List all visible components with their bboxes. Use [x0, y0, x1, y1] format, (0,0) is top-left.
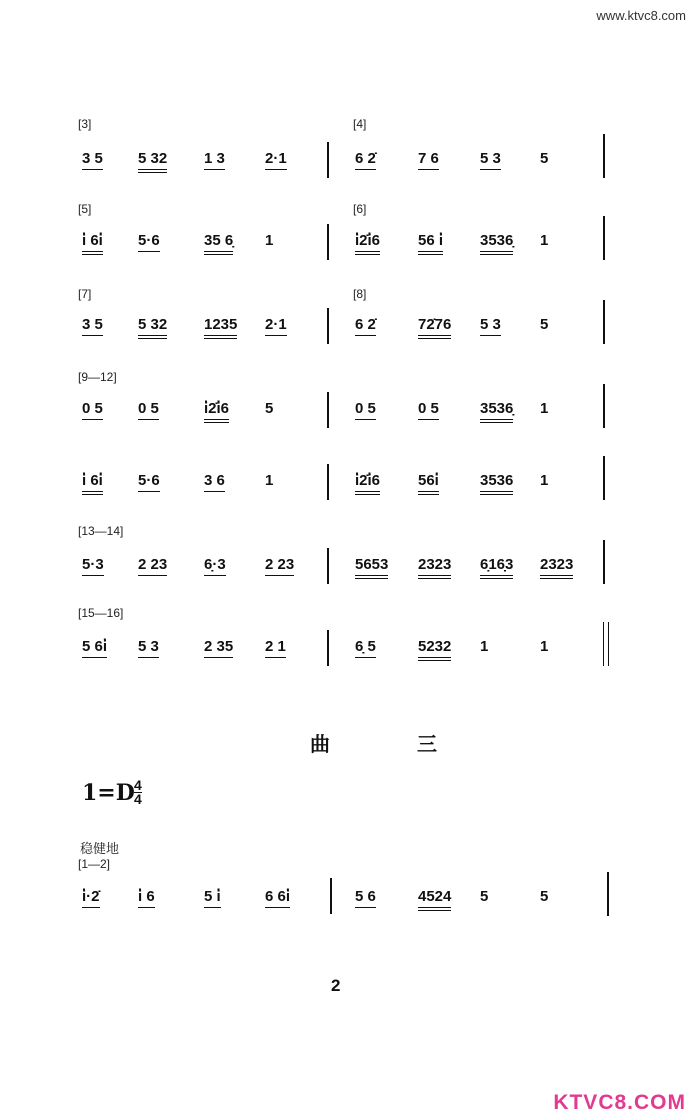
note-group: 1	[480, 638, 489, 655]
note-group: 3 6	[204, 472, 225, 492]
note-group: 2323	[540, 556, 573, 579]
note-group: i̇2̇i̇6	[355, 472, 380, 495]
note-group: 6 2̇	[355, 316, 376, 336]
note-group: 35 6̣	[204, 232, 233, 255]
note-group: 5 3	[480, 150, 501, 170]
barline	[603, 540, 605, 584]
note-group: 5	[480, 888, 489, 905]
note-group: 5 i̇	[204, 888, 221, 908]
note-group: 5 6i̇	[82, 638, 107, 658]
final-barline	[603, 622, 609, 666]
note-group: 1	[265, 232, 274, 249]
barline	[603, 134, 605, 178]
page-number: 2	[331, 976, 341, 995]
barline	[603, 216, 605, 260]
note-group: 2 23	[138, 556, 167, 576]
note-group: 5	[265, 400, 274, 417]
watermark-url-top: www.ktvc8.com	[596, 8, 686, 23]
note-group: 5 6	[355, 888, 376, 908]
note-group: 1	[540, 472, 549, 489]
note-group: 56i̇	[418, 472, 439, 495]
note-group: i̇ 6	[138, 888, 155, 908]
barline	[327, 142, 329, 178]
barline	[603, 300, 605, 344]
note-group: 2 35	[204, 638, 233, 658]
note-group: 7 6	[418, 150, 439, 170]
note-group: i̇2̇i̇6	[204, 400, 229, 423]
note-group: 5 3	[138, 638, 159, 658]
key-signature	[82, 777, 142, 807]
note-group: 2323	[418, 556, 451, 579]
note-group: i̇ 6i̇	[82, 232, 103, 255]
note-group: 0 5	[418, 400, 439, 420]
note-group: 0 5	[82, 400, 103, 420]
note-group: 5	[540, 316, 549, 333]
time-denominator: 4	[134, 791, 142, 807]
note-group: 3536̣	[480, 232, 513, 255]
barline	[607, 872, 609, 916]
note-group: 3 5	[82, 150, 103, 170]
measure-label: [4]	[353, 117, 367, 131]
note-group: 1	[540, 232, 549, 249]
time-signature	[134, 779, 142, 806]
barline	[327, 308, 329, 344]
measure-label: [15—16]	[78, 606, 124, 620]
measure-label: [8]	[353, 287, 367, 301]
measure-label: [7]	[78, 287, 92, 301]
note-group: i̇2̇i̇6	[355, 232, 380, 255]
barline	[327, 224, 329, 260]
note-group: 2·1	[265, 150, 287, 170]
barline	[327, 464, 329, 500]
note-group: 6 6i̇	[265, 888, 290, 908]
note-group: 5	[540, 888, 549, 905]
note-group: 1	[540, 400, 549, 417]
note-group: 0 5	[355, 400, 376, 420]
note-group: 5	[540, 150, 549, 167]
note-group: 5 3	[480, 316, 501, 336]
note-group: 1 3	[204, 150, 225, 170]
note-group: 6̣16̣3	[480, 556, 513, 579]
note-group: 1	[540, 638, 549, 655]
note-group: 2·1	[265, 316, 287, 336]
note-group: 6 2̇	[355, 150, 376, 170]
measure-label: [9—12]	[78, 370, 117, 384]
note-group: 0 5	[138, 400, 159, 420]
note-group: 5 32	[138, 150, 167, 173]
barline	[603, 384, 605, 428]
note-group: 3536̣	[480, 400, 513, 423]
barline	[603, 456, 605, 500]
measure-label: [5]	[78, 202, 92, 216]
measure-label: [6]	[353, 202, 367, 216]
note-group: 6̣ 5	[355, 638, 376, 658]
note-group: 56 i̇	[418, 232, 443, 255]
measure-label: [1—2]	[78, 857, 111, 871]
note-group: 1	[265, 472, 274, 489]
note-group: 3536	[480, 472, 513, 495]
barline	[330, 878, 332, 914]
note-group: 6̣·3	[204, 556, 226, 576]
barline	[327, 630, 329, 666]
key-name: 1=D	[82, 780, 135, 806]
note-group: i̇·2̇	[82, 888, 100, 908]
note-group: i̇ 6i̇	[82, 472, 103, 495]
note-group: 3 5	[82, 316, 103, 336]
note-group: 5·3	[82, 556, 104, 576]
note-group: 5232	[418, 638, 451, 661]
note-group: 5·6	[138, 472, 160, 492]
note-group: 5·6	[138, 232, 160, 252]
note-group: 72̇76	[418, 316, 451, 339]
note-group: 5 32	[138, 316, 167, 339]
measure-label: [3]	[78, 117, 92, 131]
note-group: 4524	[418, 888, 451, 911]
barline	[327, 548, 329, 584]
barline	[327, 392, 329, 428]
section-title: 曲 三	[310, 732, 477, 756]
measure-label: [13—14]	[78, 524, 124, 538]
tempo-marking: 稳健地	[80, 841, 120, 856]
note-group: 2 23	[265, 556, 294, 576]
time-numerator: 4	[134, 777, 142, 793]
note-group: 5653	[355, 556, 388, 579]
watermark-logo-bottom: KTVC8.COM	[553, 1091, 686, 1114]
note-group: 2 1	[265, 638, 286, 658]
note-group: 1235	[204, 316, 237, 339]
